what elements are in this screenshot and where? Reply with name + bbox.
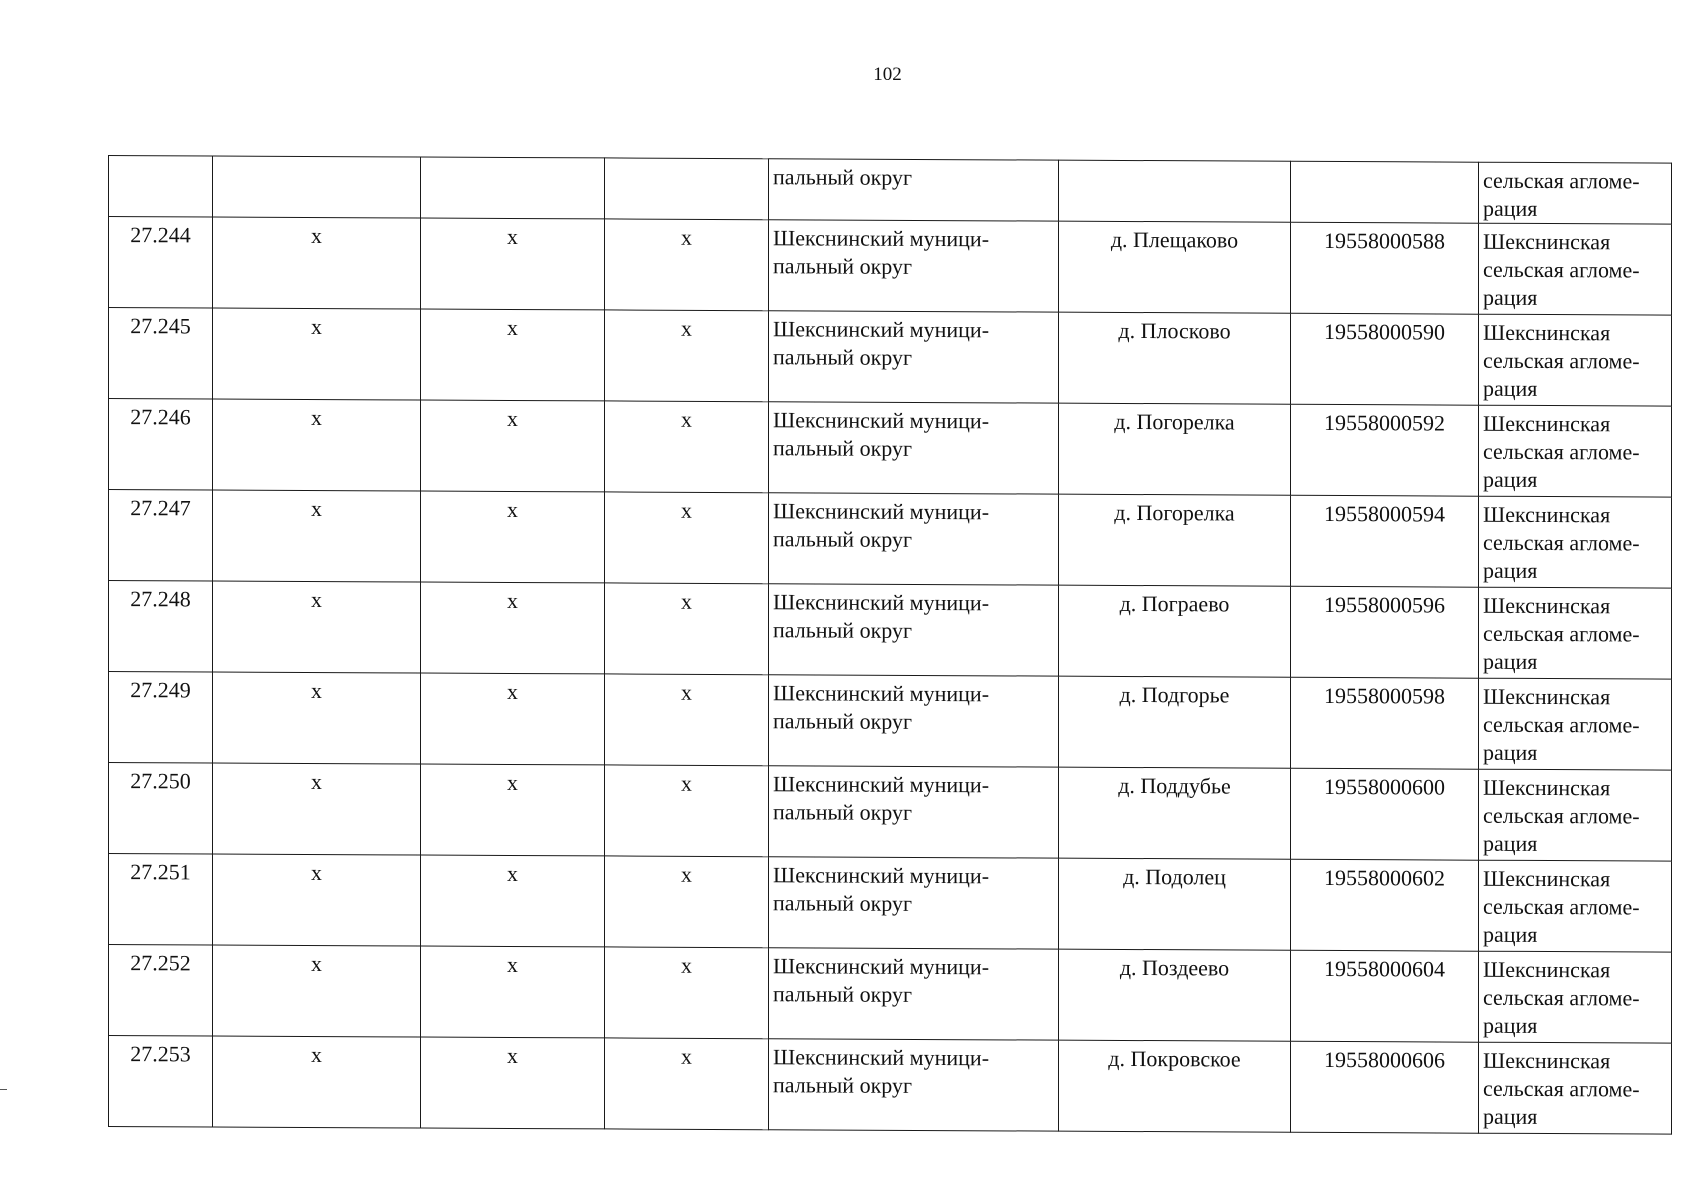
cell-code-text: 19558000594 — [1324, 500, 1445, 527]
cell-col2 — [213, 581, 421, 673]
cell-locality — [1059, 312, 1291, 404]
cell-municipality-text: Шекснинский муници- пальный округ — [773, 1044, 990, 1098]
cell-col2-text: х — [311, 495, 322, 522]
cell-locality — [1059, 494, 1291, 586]
cell-col2 — [213, 308, 421, 400]
table-row — [109, 763, 1672, 862]
cell-agglomeration — [1479, 496, 1672, 588]
scan-edge-mark — [0, 1089, 7, 1090]
cell-agglomeration-text: Шекснинская сельская агломе- рация — [1483, 865, 1640, 947]
cell-number-text: 27.249 — [130, 677, 191, 703]
cell-municipality — [769, 311, 1059, 403]
cell-number-text: 27.253 — [130, 1041, 191, 1067]
cell-number — [109, 490, 213, 582]
cell-agglomeration — [1479, 223, 1672, 315]
cell-col2-text: х — [311, 222, 322, 249]
cell-col4-text: х — [681, 497, 692, 523]
cell-number-text: 27.248 — [130, 586, 191, 612]
table-row — [109, 1036, 1672, 1135]
cell-col2-text: х — [311, 950, 322, 977]
cell-number-text: 27.252 — [130, 950, 191, 976]
cell-agglomeration — [1479, 769, 1672, 861]
cell-col3 — [421, 491, 605, 583]
cell-col3 — [421, 582, 605, 674]
cell-col3-text: х — [507, 951, 518, 978]
cell-col3-text: х — [507, 587, 518, 614]
cell-municipality-text: Шекснинский муници- пальный округ — [773, 316, 990, 370]
cell-col3 — [421, 309, 605, 401]
cell-col2 — [213, 156, 421, 218]
cell-col2 — [213, 1036, 421, 1128]
cell-municipality-text: Шекснинский муници- пальный округ — [773, 680, 990, 734]
cell-locality — [1059, 676, 1291, 768]
cell-col2 — [213, 490, 421, 582]
cell-col3-text: х — [507, 1042, 518, 1069]
cell-col3 — [421, 673, 605, 765]
cell-col3 — [421, 1037, 605, 1129]
cell-col4 — [605, 583, 769, 675]
cell-number — [109, 581, 213, 673]
cell-locality-text: д. Подолец — [1123, 863, 1226, 890]
cell-locality-text: д. Плосково — [1118, 317, 1231, 344]
cell-agglomeration-text: Шекснинская сельская агломе- рация — [1483, 410, 1640, 492]
cell-municipality — [769, 220, 1059, 312]
cell-col2 — [213, 763, 421, 855]
cell-municipality-text: Шекснинский муници- пальный округ — [773, 862, 990, 916]
cell-code — [1291, 161, 1479, 223]
cell-agglomeration-text: Шекснинская сельская агломе- рация — [1483, 592, 1640, 674]
cell-code — [1291, 586, 1479, 678]
cell-municipality — [769, 159, 1059, 221]
cell-code-text: 19558000592 — [1324, 409, 1445, 436]
cell-agglomeration — [1479, 314, 1672, 406]
cell-municipality-text: Шекснинский муници- пальный округ — [773, 771, 990, 825]
cell-locality-text: д. Поддубье — [1118, 772, 1231, 799]
cell-col4 — [605, 765, 769, 857]
cell-col2-text: х — [311, 859, 322, 886]
cell-municipality — [769, 675, 1059, 767]
cell-code — [1291, 677, 1479, 769]
cell-col3 — [421, 946, 605, 1038]
cell-municipality — [769, 857, 1059, 949]
cell-municipality-text: Шекснинский муници- пальный округ — [773, 407, 990, 461]
cell-code-text: 19558000596 — [1324, 591, 1445, 618]
cell-municipality — [769, 493, 1059, 585]
cell-col2 — [213, 399, 421, 491]
cell-locality-text: д. Погорелка — [1114, 408, 1235, 435]
cell-locality-text: д. Плещаково — [1110, 226, 1239, 253]
cell-locality-text: д. Поздеево — [1119, 954, 1230, 981]
cell-locality-text: д. Покровское — [1108, 1045, 1241, 1072]
cell-municipality — [769, 766, 1059, 858]
cell-col2 — [213, 945, 421, 1037]
cell-code-text: 19558000604 — [1324, 955, 1445, 982]
table-row — [109, 490, 1672, 589]
cell-number — [109, 763, 213, 855]
cell-col3 — [421, 764, 605, 856]
cell-number — [109, 1036, 213, 1128]
cell-col4 — [605, 856, 769, 948]
cell-col4 — [605, 310, 769, 402]
cell-agglomeration — [1479, 860, 1672, 952]
cell-col4 — [605, 158, 769, 220]
cell-code-text: 19558000600 — [1324, 773, 1445, 800]
cell-code — [1291, 222, 1479, 314]
cell-locality — [1059, 949, 1291, 1041]
cell-locality-text: д. Пограево — [1119, 590, 1230, 617]
cell-col4 — [605, 219, 769, 311]
cell-col4-text: х — [681, 679, 692, 705]
agglomeration-text: сельская агломе- рация — [1483, 167, 1640, 221]
cell-col4-text: х — [681, 861, 692, 887]
cell-col2-text: х — [311, 677, 322, 704]
cell-col4-text: х — [681, 315, 692, 341]
cell-code — [1291, 313, 1479, 405]
cell-agglomeration — [1479, 1042, 1672, 1134]
cell-locality — [1059, 585, 1291, 677]
table-row-continuation — [109, 156, 1672, 225]
cell-locality — [1059, 221, 1291, 313]
table-row — [109, 581, 1672, 680]
table-row — [109, 217, 1672, 316]
cell-code — [1291, 1041, 1479, 1133]
cell-col2 — [213, 217, 421, 309]
agglomeration-table — [108, 155, 1672, 1135]
cell-col4-text: х — [681, 952, 692, 978]
cell-col4-text: х — [681, 588, 692, 614]
cell-code-text: 19558000588 — [1324, 227, 1445, 254]
cell-col4 — [605, 947, 769, 1039]
cell-number-text: 27.246 — [130, 404, 191, 430]
cell-municipality — [769, 402, 1059, 494]
table-row — [109, 672, 1672, 771]
cell-municipality-text: Шекснинский муници- пальный округ — [773, 953, 990, 1007]
cell-col3 — [421, 400, 605, 492]
cell-col3 — [421, 855, 605, 947]
cell-col4 — [605, 674, 769, 766]
municipality-text: пальный округ — [773, 164, 912, 190]
cell-code-text: 19558000598 — [1324, 682, 1445, 709]
cell-col2 — [213, 672, 421, 764]
cell-agglomeration — [1479, 587, 1672, 679]
cell-code-text: 19558000602 — [1324, 864, 1445, 891]
cell-code — [1291, 859, 1479, 951]
cell-number — [109, 308, 213, 400]
cell-number-text: 27.244 — [130, 222, 191, 248]
cell-col4 — [605, 492, 769, 584]
table-row — [109, 945, 1672, 1044]
cell-code — [1291, 950, 1479, 1042]
cell-code — [1291, 495, 1479, 587]
cell-number — [109, 854, 213, 946]
cell-col2-text: х — [311, 313, 322, 340]
cell-col2-text: х — [311, 586, 322, 613]
table-row — [109, 399, 1672, 498]
cell-code-text: 19558000590 — [1324, 318, 1445, 345]
table-row — [109, 308, 1672, 407]
table-body — [109, 156, 1672, 1135]
cell-code — [1291, 768, 1479, 860]
cell-number — [109, 156, 213, 218]
cell-locality — [1059, 160, 1291, 222]
cell-agglomeration — [1479, 678, 1672, 770]
cell-code — [1291, 404, 1479, 496]
cell-col3-text: х — [507, 223, 518, 250]
page-number: 102 — [873, 64, 902, 85]
cell-col4 — [605, 1038, 769, 1130]
cell-col4 — [605, 401, 769, 493]
cell-agglomeration-text: Шекснинская сельская агломе- рация — [1483, 956, 1640, 1038]
cell-agglomeration — [1479, 951, 1672, 1043]
cell-agglomeration-text: Шекснинская сельская агломе- рация — [1483, 501, 1640, 583]
cell-col3 — [421, 218, 605, 310]
cell-locality — [1059, 767, 1291, 859]
cell-locality-text: д. Погорелка — [1114, 499, 1235, 526]
cell-col3-text: х — [507, 769, 518, 796]
cell-locality — [1059, 858, 1291, 950]
cell-agglomeration — [1479, 162, 1672, 224]
cell-col4-text: х — [681, 224, 692, 250]
cell-municipality — [769, 1039, 1059, 1131]
cell-col2-text: х — [311, 404, 322, 431]
cell-code-text: 19558000606 — [1324, 1046, 1445, 1073]
cell-col3-text: х — [507, 860, 518, 887]
cell-col4-text: х — [681, 770, 692, 796]
cell-agglomeration-text: Шекснинская сельская агломе- рация — [1483, 774, 1640, 856]
cell-number — [109, 945, 213, 1037]
cell-agglomeration — [1479, 405, 1672, 497]
cell-agglomeration-text: Шекснинская сельская агломе- рация — [1483, 319, 1640, 401]
cell-agglomeration-text: Шекснинская сельская агломе- рация — [1483, 683, 1640, 765]
cell-col2 — [213, 854, 421, 946]
cell-col3-text: х — [507, 314, 518, 341]
cell-col2-text: х — [311, 1041, 322, 1068]
cell-col3-text: х — [507, 678, 518, 705]
cell-col3 — [421, 157, 605, 219]
cell-municipality-text: Шекснинский муници- пальный округ — [773, 498, 990, 552]
cell-number — [109, 217, 213, 309]
cell-municipality-text: Шекснинский муници- пальный округ — [773, 225, 990, 279]
cell-col4-text: х — [681, 406, 692, 432]
cell-number-text: 27.245 — [130, 313, 191, 339]
table-row — [109, 854, 1672, 953]
cell-municipality — [769, 584, 1059, 676]
cell-number — [109, 399, 213, 491]
cell-col3-text: х — [507, 496, 518, 523]
cell-locality — [1059, 1040, 1291, 1132]
cell-col2-text: х — [311, 768, 322, 795]
cell-number-text: 27.251 — [130, 859, 191, 885]
cell-number-text: 27.247 — [130, 495, 191, 521]
cell-col3-text: х — [507, 405, 518, 432]
cell-number-text: 27.250 — [130, 768, 191, 794]
cell-locality-text: д. Подгорье — [1119, 681, 1230, 708]
cell-agglomeration-text: Шекснинская сельская агломе- рация — [1483, 228, 1640, 310]
cell-agglomeration-text: Шекснинская сельская агломе- рация — [1483, 1047, 1640, 1129]
cell-locality — [1059, 403, 1291, 495]
cell-municipality — [769, 948, 1059, 1040]
cell-col4-text: х — [681, 1043, 692, 1069]
cell-number — [109, 672, 213, 764]
cell-municipality-text: Шекснинский муници- пальный округ — [773, 589, 990, 643]
